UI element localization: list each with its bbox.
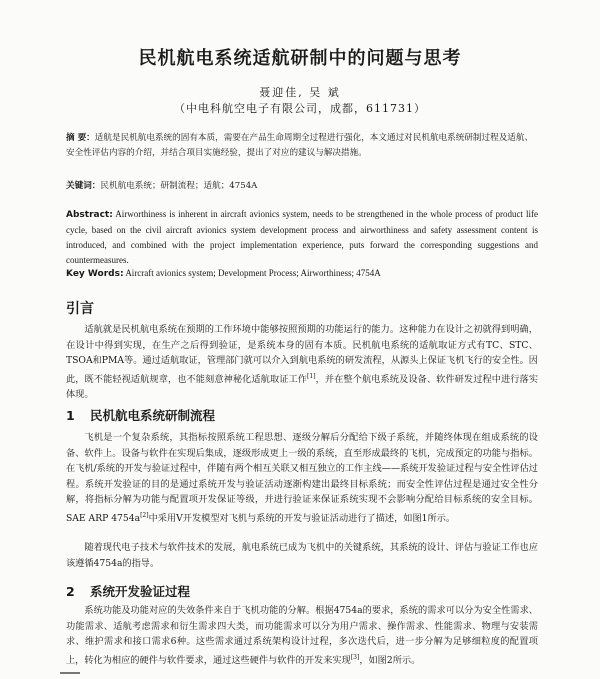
section2-p1-text-b: ，如图2所示。 — [359, 654, 421, 666]
abstract-cn-label: 摘 要： — [66, 133, 95, 143]
intro-text-b: ，并在整个航电系统及设备、软件研发过程中进行落实体现。 — [66, 373, 539, 401]
keywords-en-text: Aircraft avionics system; Development Process; Airworthiness; 4754A — [125, 268, 381, 278]
section2-title: 系统开发验证过程 — [90, 584, 191, 599]
section1-p1-text-a: 飞机是一个复杂系统，其指标按照系统工程思想、逐级分解后分配给下级子系统，并随终体现在组成系统的设备、软件上。设备与软件在实现后集成，逐级形成更上一级的系统，直至形成最终的飞机，完成预定的功能与指标。在飞机/系统的开发与验证过程中，伴随有两个相互关联又相互独立的工作主线——系统开发验证过程与安全性评估过程。系统开发验证的目的是通过系统开发与验证活动逐渐构建出最终目标系统；而安全性评估过程是通过安全性分解，将指标分解为功能与配置项开发保证等级，并进行验证来保证系统实现不会影响分配给目标系统的安全目标。SAE ARP 4754a — [66, 432, 538, 525]
abstract-en — [66, 207, 538, 268]
abstract-cn — [66, 131, 536, 161]
paper-title: 民机航电系统适航研制中的问题与思考 — [138, 48, 462, 69]
keywords-en-label: Key Words: — [66, 269, 124, 279]
keywords-cn-label: 关键词： — [66, 181, 101, 191]
footnote-rule — [60, 672, 80, 674]
abstract-cn-text: 适航是民机航电系统的固有本质，需要在产品生命周期全过程进行强化，本文通过对民机航电系统研制过程及适航、安全性评估内容的介绍，并结合项目实施经验，提出了对应的建议与解决措施。 — [66, 133, 534, 158]
keywords-en — [66, 268, 538, 279]
section1-title: 民机航电系统研制流程 — [90, 408, 216, 423]
keywords-cn — [66, 179, 538, 191]
section2-paragraph-1 — [66, 603, 538, 668]
section1-citation: [2] — [140, 511, 149, 519]
section2-heading — [66, 582, 190, 600]
intro-citation: [1] — [307, 372, 316, 380]
section2-citation: [3] — [350, 653, 360, 661]
section1-p1-text-b: 中采用V开发模型对飞机与系统的开发与验证活动进行了描述，如图1所示。 — [148, 513, 456, 525]
intro-text-a: 适航就是民机航电系统在预期的工作环境中能够按照预期的功能运行的能力。这种能力在设计之初就得到明确，在设计中得到实现，在生产之后得到验证，是系统本身的固有本质。民机航电系统的适航取证方式有TC、STC、TSOA和PMA等。通过适航取证，管理部门就可以介入到航电系统的研发流程，从源头上保证飞机飞行的安全性。因此，既不能轻视适航规章，也不能刻意神秘化适航取证工作 — [66, 324, 538, 385]
author-list: 聂迎佳, 吴 斌 — [259, 86, 341, 99]
section1-paragraph-1 — [66, 430, 538, 527]
keywords-cn-text: 民机航电系统；研制流程；适航；4754A — [100, 181, 258, 191]
section2-number: 2 — [66, 584, 75, 599]
section1-number: 1 — [66, 408, 75, 423]
abstract-en-label: Abstract: — [66, 210, 113, 220]
affiliation: （中电科航空电子有限公司，成都，611731） — [174, 102, 426, 115]
intro-heading: 引言 — [66, 301, 94, 317]
section2-p1-text-a: 系统功能及功能对应的失效条件来自于飞机功能的分解。根据4754a的要求，系统的需求可以分为安全性需求、功能需求、适航考虑需求和衍生需求四大类，而功能需求可以分为用户需求、操作需求、性能需求、物理与安装需求、维护需求和接口需求6种。这些需求通过系统架构设计过程，多次迭代后，进一步分解为足够细粒度的配置项上，转化为相应的硬件与软件要求，通过这些硬件与软件的开发来实现 — [66, 605, 538, 666]
section1-paragraph-2: 随着现代电子技术与软件技术的发展，航电系统已成为飞机中的关键系统，其系统的设计、评估与验证工作也应该遵循4754a的指导。 — [66, 542, 538, 569]
section1-heading — [66, 406, 215, 424]
intro-paragraph — [66, 322, 538, 403]
abstract-en-text: Airworthiness is inherent in aircraft avionics system, needs to be strengthened in the whole process of product life cycle, based on the civil aircraft avionics system development process and airworthiness and safety assessment content is introduced, and combined with the project implementation experience, puts forward the corresponding suggestions and countermeasures. — [66, 209, 538, 265]
